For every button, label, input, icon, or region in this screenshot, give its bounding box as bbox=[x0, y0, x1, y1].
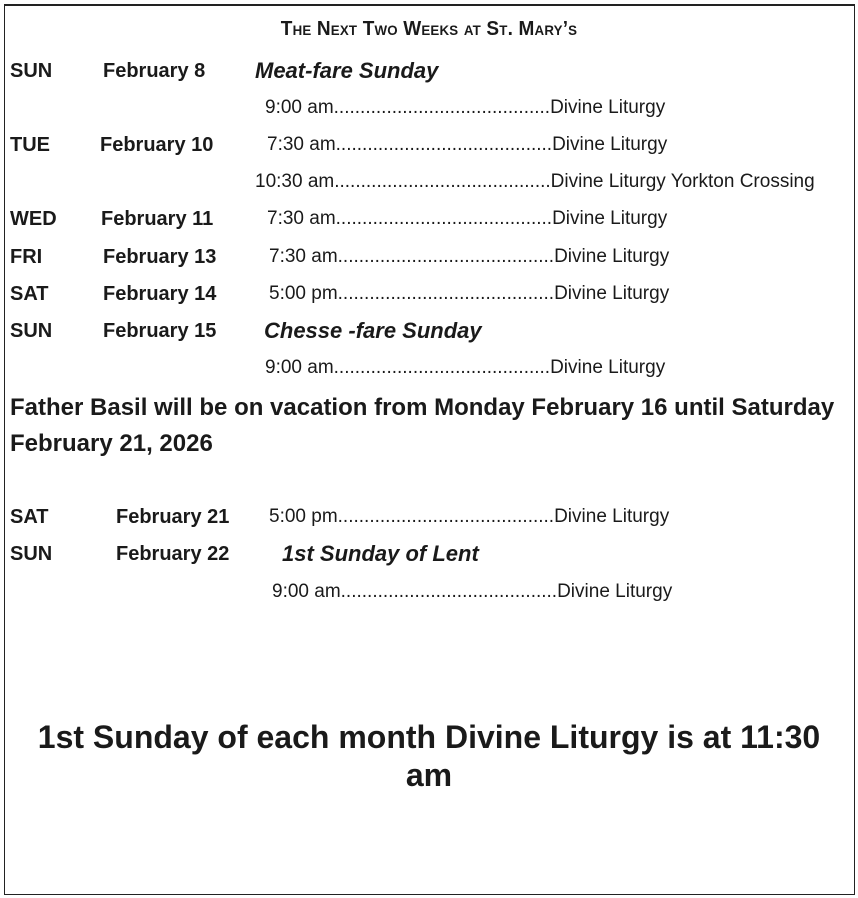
date-label: February 22 bbox=[116, 543, 230, 565]
schedule-row bbox=[0, 93, 858, 123]
date-label: February 8 bbox=[103, 60, 206, 82]
date-label: February 10 bbox=[100, 134, 214, 156]
occasion-label: Chesse -fare Sunday bbox=[264, 318, 482, 343]
day-label: SUN bbox=[10, 60, 53, 82]
day-label: SAT bbox=[10, 506, 49, 528]
schedule-row bbox=[0, 204, 858, 234]
schedule-row bbox=[0, 353, 858, 383]
vacation-notice: Father Basil will be on vacation from Monday February 16 until Saturday February 21, 2026 bbox=[10, 394, 835, 457]
schedule-row bbox=[0, 56, 858, 86]
schedule-row bbox=[0, 577, 858, 607]
service-time: 7:30 am.........................................Divine Liturgy bbox=[269, 246, 670, 267]
service-time: 7:30 am.........................................Divine Liturgy bbox=[267, 208, 668, 229]
date-label: February 11 bbox=[101, 208, 214, 230]
service-time: 9:00 am.........................................Divine Liturgy bbox=[265, 357, 666, 378]
service-time: 5:00 pm.........................................Divine Liturgy bbox=[269, 506, 670, 527]
schedule-row bbox=[0, 539, 858, 569]
service-time: 10:30 am.........................................Divine Liturgy Yorkton Crossing bbox=[255, 171, 815, 192]
schedule-row bbox=[0, 167, 858, 197]
schedule-row bbox=[0, 316, 858, 346]
footer-notice bbox=[0, 718, 858, 794]
page-title: The Next Two Weeks at St. Mary’s bbox=[280, 18, 578, 40]
schedule-row bbox=[0, 279, 858, 309]
day-label: WED bbox=[10, 208, 57, 230]
day-label: FRI bbox=[10, 246, 43, 268]
occasion-label: Meat-fare Sunday bbox=[255, 58, 439, 83]
date-label: February 15 bbox=[103, 320, 217, 342]
date-label: February 14 bbox=[103, 283, 217, 305]
service-time: 5:00 pm.........................................Divine Liturgy bbox=[269, 283, 670, 304]
date-label: February 13 bbox=[103, 246, 217, 268]
schedule-row bbox=[0, 130, 858, 160]
day-label: SUN bbox=[10, 543, 53, 565]
date-label: February 21 bbox=[116, 506, 230, 528]
day-label: SAT bbox=[10, 283, 49, 305]
service-time: 7:30 am.........................................Divine Liturgy bbox=[267, 134, 668, 155]
schedule-row bbox=[0, 242, 858, 272]
footer-text: 1st Sunday of each month Divine Liturgy is at 11:30 am bbox=[37, 719, 821, 793]
occasion-label: 1st Sunday of Lent bbox=[282, 541, 479, 566]
service-time: 9:00 am.........................................Divine Liturgy bbox=[265, 97, 666, 118]
day-label: TUE bbox=[10, 134, 50, 156]
service-time: 9:00 am.........................................Divine Liturgy bbox=[272, 581, 673, 602]
schedule-row bbox=[0, 502, 858, 532]
day-label: SUN bbox=[10, 320, 53, 342]
